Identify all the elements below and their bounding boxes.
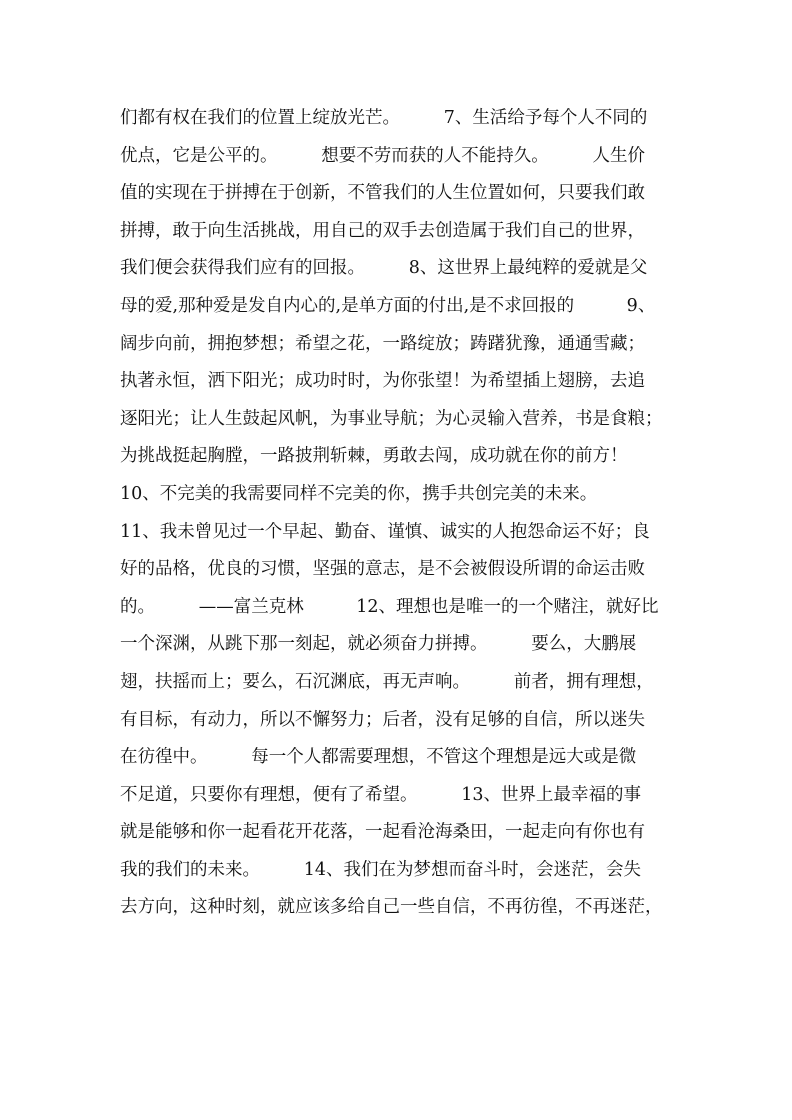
text-line: 为挑战挺起胸膛，一路披荆斩棘，勇敢去闯，成功就在你的前方！ bbox=[120, 446, 628, 467]
text-line: 不足道，只要你有理想，便有了希望。 13、世界上最幸福的事 bbox=[120, 784, 642, 805]
text-line: 值的实现在于拼搏在于创新，不管我们的人生位置如何，只要我们敢 bbox=[120, 183, 645, 204]
text-line: 执著永恒，洒下阳光；成功时时，为你张望！为希望插上翅膀，去追 bbox=[120, 371, 645, 392]
text-line: 11、我未曾见过一个早起、勤奋、谨慎、诚实的人抱怨命运不好；良 bbox=[120, 521, 650, 542]
text-line: 我的我们的未来。 14、我们在为梦想而奋斗时，会迷茫，会失 bbox=[120, 859, 642, 880]
text-line: 有目标，有动力，所以不懈努力；后者，没有足够的自信，所以迷失 bbox=[120, 709, 645, 730]
text-line: 拼搏，敢于向生活挑战，用自己的双手去创造属于我们自己的世界， bbox=[120, 220, 645, 241]
text-line: 好的品格，优良的习惯，坚强的意志，是不会被假设所谓的命运击败 bbox=[120, 559, 645, 580]
text-line: 阔步向前，拥抱梦想；希望之花，一路绽放；踌躇犹豫，通通雪藏； bbox=[120, 333, 645, 354]
text-line: 优点，它是公平的。 想要不劳而获的人不能持久。 人生价 bbox=[120, 145, 645, 166]
text-line: 翅，扶摇而上；要么，石沉渊底，再无声响。 前者，拥有理想， bbox=[120, 671, 654, 692]
text-line: 逐阳光；让人生鼓起风帆，为事业导航；为心灵输入营养，书是食粮； bbox=[120, 408, 663, 429]
text-line: 在彷徨中。 每一个人都需要理想，不管这个理想是远大或是微 bbox=[120, 747, 637, 768]
body-text bbox=[120, 100, 685, 927]
text-line: 我们便会获得我们应有的回报。 8、这世界上最纯粹的爱就是父 bbox=[120, 258, 648, 279]
text-line: 母的爱,那种爱是发自内心的,是单方面的付出,是不求回报的 9、 bbox=[120, 295, 656, 316]
text-line: 的。 ——富兰克林 12、理想也是唯一的一个赌注，就好比 bbox=[120, 596, 659, 617]
text-line: 去方向，这种时刻，就应该多给自己一些自信，不再彷徨，不再迷茫， bbox=[120, 897, 663, 918]
text-line: 10、不完美的我需要同样不完美的你，携手共创完美的未来。 bbox=[120, 483, 598, 504]
text-line: 一个深渊，从跳下那一刻起，就必须奋力拼搏。 要么，大鹏展 bbox=[120, 634, 637, 655]
text-line: 就是能够和你一起看花开花落，一起看沧海桑田，一起走向有你也有 bbox=[120, 822, 645, 843]
text-line: 们都有权在我们的位置上绽放光芒。 7、生活给予每个人不同的 bbox=[120, 108, 648, 128]
